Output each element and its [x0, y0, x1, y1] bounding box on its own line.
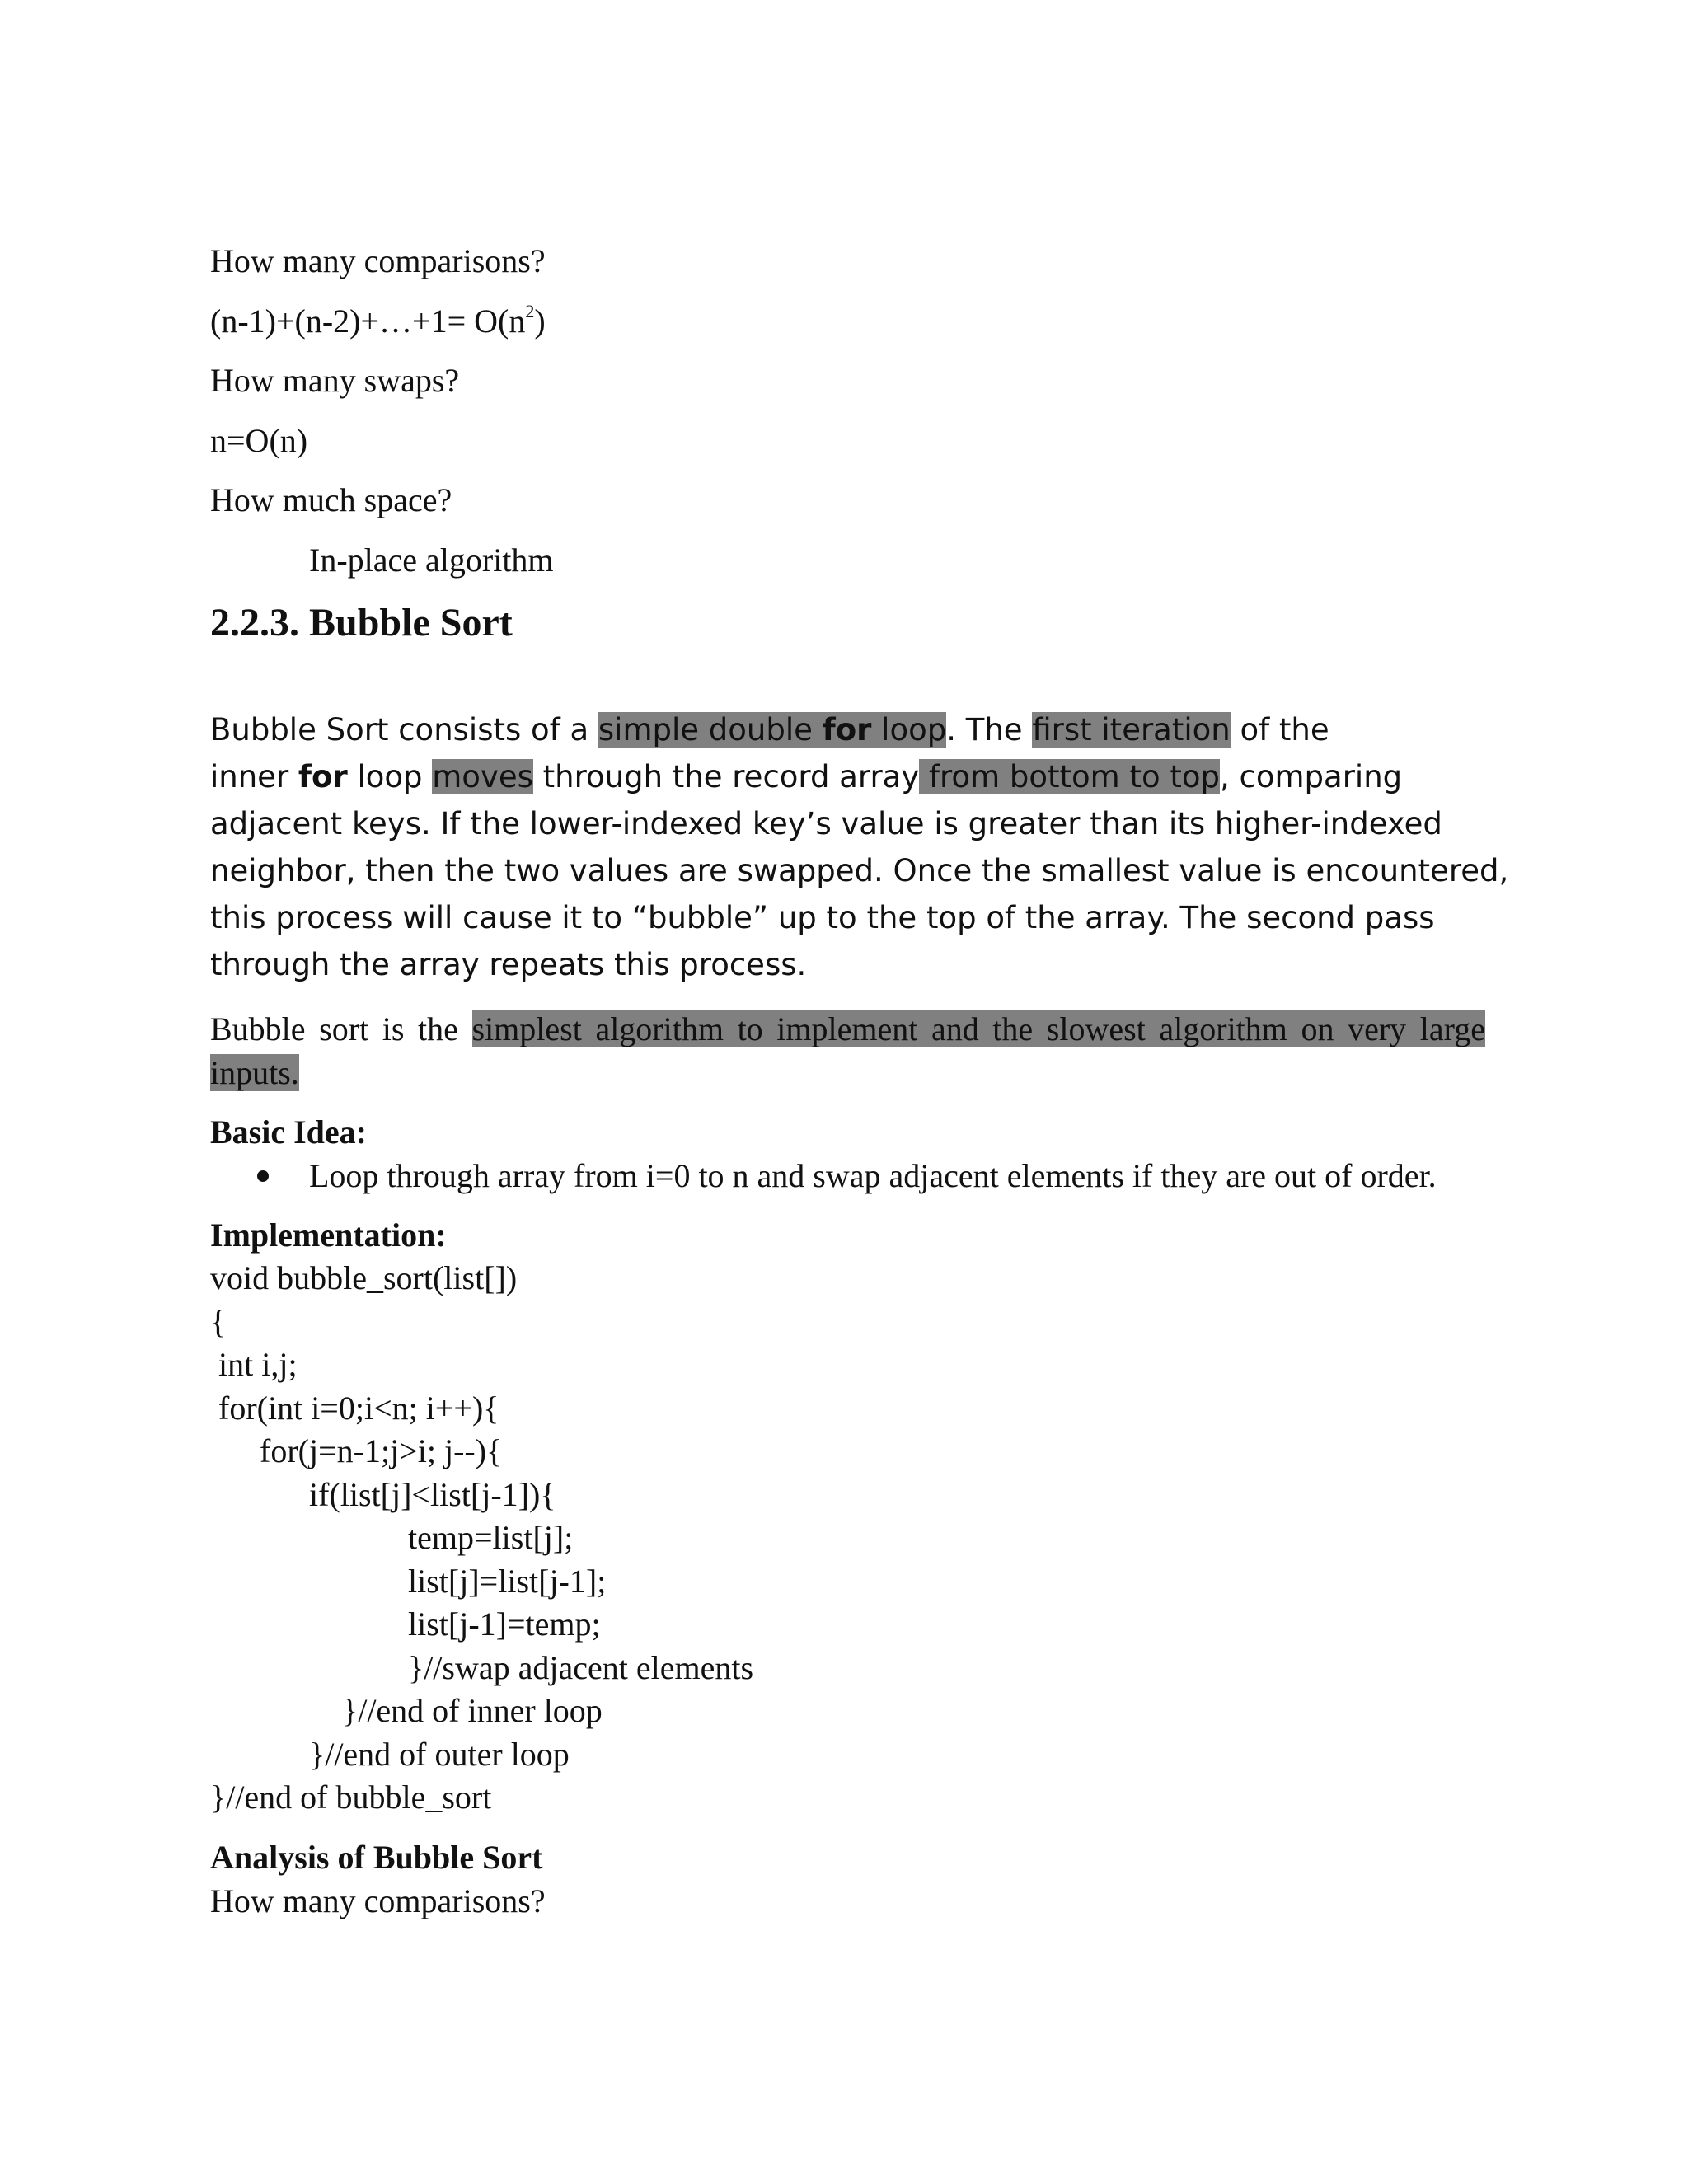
highlight-first-iteration: first iteration	[1032, 712, 1231, 748]
highlight-moves: moves	[432, 759, 533, 794]
intro-line-5: this process will cause it to “bubble” up to the top of the array. The second pass	[210, 900, 1435, 935]
code-line: {	[210, 1303, 227, 1340]
intro-text: , comparing	[1220, 759, 1403, 794]
highlight-text: simple double	[598, 712, 823, 748]
section-heading: 2.2.3. Bubble Sort	[210, 601, 513, 644]
intro-line-4: neighbor, then the two values are swapped. Once the smallest value is encountered,	[210, 853, 1509, 888]
bullet-dot-icon	[257, 1170, 269, 1182]
formula-base: (n-1)+(n-2)+…+1= O(n	[210, 302, 526, 340]
implementation-title: Implementation:	[210, 1216, 447, 1254]
formula-exponent: 2	[525, 301, 535, 321]
intro-text: loop	[347, 759, 433, 794]
question-space: How much space?	[210, 481, 452, 518]
analysis-title: Analysis of Bubble Sort	[210, 1839, 543, 1876]
highlight-simple-double-loop	[598, 712, 946, 748]
intro-line-2	[210, 759, 1402, 794]
code-line: }//end of bubble_sort	[210, 1779, 492, 1816]
intro-text: Bubble Sort consists of a	[210, 712, 598, 748]
code-line: for(int i=0;i<n; i++){	[218, 1390, 499, 1427]
code-line: for(j=n-1;j>i; j--){	[260, 1432, 503, 1469]
intro-text: inner	[210, 759, 298, 794]
intro-line-3: adjacent keys. If the lower-indexed key’s value is greater than its higher-indexed	[210, 806, 1442, 841]
code-line: void bubble_sort(list[])	[210, 1259, 518, 1296]
code-line: list[j]=list[j-1];	[408, 1563, 607, 1600]
comparisons-formula	[210, 302, 546, 340]
intro-text: of the	[1230, 712, 1329, 748]
code-line: int i,j;	[218, 1346, 298, 1383]
space-answer: In-place algorithm	[309, 541, 554, 579]
highlight-bottom-to-top: from bottom to top	[919, 759, 1220, 794]
keyword-for: for	[822, 712, 872, 748]
code-line: }//end of outer loop	[309, 1736, 570, 1773]
code-line: }//end of inner loop	[342, 1692, 603, 1729]
summary-prefix: Bubble sort is the	[210, 1010, 472, 1047]
basic-idea-bullet: Loop through array from i=0 to n and swap adjacent elements if they are out of order.	[309, 1157, 1437, 1194]
intro-line-6: through the array repeats this process.	[210, 947, 807, 982]
code-line: list[j-1]=temp;	[408, 1605, 601, 1643]
analysis-question-comparisons: How many comparisons?	[210, 1882, 546, 1919]
intro-line-1	[210, 712, 1329, 748]
question-swaps: How many swaps?	[210, 362, 460, 399]
basic-idea-title: Basic Idea:	[210, 1113, 367, 1151]
intro-text: through the record array	[532, 759, 920, 794]
highlight-simplest-slowest: simplest algorithm to implement and the slowest algorithm on very large inputs.	[210, 1010, 1486, 1091]
summary-paragraph	[210, 1007, 1485, 1094]
formula-close: )	[534, 302, 546, 340]
code-line: if(list[j]<list[j-1]){	[309, 1476, 556, 1513]
code-line: temp=list[j];	[408, 1519, 574, 1556]
highlight-text: loop	[871, 712, 947, 748]
intro-text: . The	[946, 712, 1033, 748]
code-line: }//swap adjacent elements	[408, 1649, 754, 1686]
keyword-for: for	[298, 759, 348, 794]
question-comparisons: How many comparisons?	[210, 242, 546, 279]
swaps-answer: n=O(n)	[210, 422, 308, 459]
